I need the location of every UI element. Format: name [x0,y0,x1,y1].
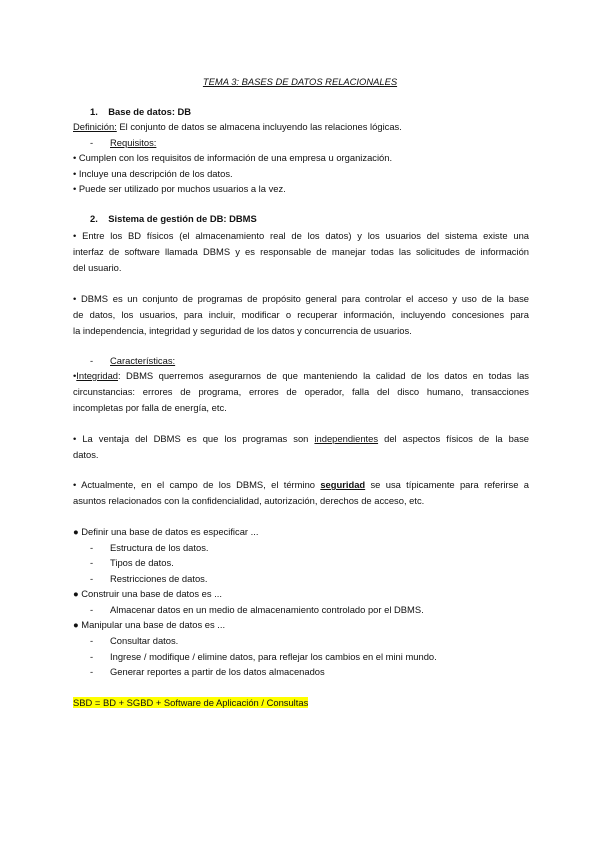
definir-item-2: Tipos de datos. [110,557,174,568]
paragraph-2-line-1: • DBMS es un conjunto de programas de propósito general para controlar el acceso y uso de la base [73,293,529,304]
paragraph-2-line-3: la independencia, integridad y seguridad de los datos y concurrencia de usuarios. [73,325,412,336]
dash-marker: - [90,573,94,584]
definir-item-3: Restricciones de datos. [110,573,208,584]
definition-line [73,121,529,132]
dash-marker: - [90,635,94,646]
integridad-line-2: circunstancias: errores de programa, errores de operador, falla del disco humano, transacciones [73,386,529,397]
section-1-title: Base de datos: DB [108,106,192,117]
integridad-keyword: Integridad [76,370,118,381]
construir-heading: ● Construir una base de datos es ... [73,588,222,599]
requisito-item-2: • Incluye una descripción de los datos. [73,168,233,179]
seguridad-line-1 [73,479,529,490]
seguridad-keyword: seguridad [320,479,366,490]
seguridad-pre: • Actualmente, en el campo de los DBMS, el término [73,479,321,490]
ventaja-post: del aspectos físicos de la base [378,433,529,444]
paragraph-1-line-1: • Entre los BD físicos (el almacenamiento real de los datos) y los usuarios del sistema existe una [73,230,529,241]
construir-item-1: Almacenar datos en un medio de almacenamiento controlado por el DBMS. [110,604,424,615]
section-1-number: 1. [90,106,98,117]
requisitos-label: Requisitos: [110,137,157,148]
definir-heading: ● Definir una base de datos es especificar ... [73,526,259,537]
requisito-item-1: • Cumplen con los requisitos de información de una empresa u organización. [73,152,393,163]
manipular-item-1: Consultar datos. [110,635,179,646]
caracteristicas-label: Características: [110,355,176,366]
dash-marker: - [90,542,94,553]
manipular-heading: ● Manipular una base de datos es ... [73,619,226,630]
seguridad-line-2: asuntos relacionados con la confidencialidad, autorización, derechos de acceso, etc. [73,495,425,506]
dash-marker: - [90,355,94,366]
dash-marker: - [90,137,94,148]
dash-marker: - [90,604,94,615]
integridad-line-1 [73,370,529,381]
paragraph-1-line-2: interfaz de software llamada DBMS y es responsable de manejar todas las solicitudes de información [73,246,529,257]
manipular-item-3: Generar reportes a partir de los datos almacenados [110,666,325,677]
dash-marker: - [90,557,94,568]
paragraph-1-line-3: del usuario. [73,262,122,273]
manipular-item-2: Ingrese / modifique / elimine datos, para reflejar los cambios en el mini mundo. [110,651,437,662]
section-2-heading [90,213,546,224]
dash-marker: - [90,666,94,677]
integridad-text: : DBMS querremos asegurarnos de que manteniendo la calidad de los datos en todas las [118,370,529,381]
definition-label: Definición: [73,121,117,132]
seguridad-post: se usa típicamente para referirse a [365,479,529,490]
section-2-title: Sistema de gestión de DB: DBMS [108,213,257,224]
formula-highlight: SBD = BD + SGBD + Software de Aplicación / Consultas [73,697,309,708]
ventaja-line-2: datos. [73,449,99,460]
integridad-line-3: incompletas por falla de energía, etc. [73,402,227,413]
requisito-item-3: • Puede ser utilizado por muchos usuarios a la vez. [73,183,286,194]
section-1-heading [90,106,546,117]
definir-item-1: Estructura de los datos. [110,542,209,553]
definition-text: El conjunto de datos se almacena incluyendo las relaciones lógicas. [116,121,402,132]
document-title: TEMA 3: BASES DE DATOS RELACIONALES [202,76,398,87]
independientes-keyword: independientes [314,433,379,444]
ventaja-line-1 [73,433,529,444]
ventaja-pre: • La ventaja del DBMS es que los programas son [73,433,315,444]
section-2-number: 2. [90,213,98,224]
paragraph-2-line-2: de datos, los usuarios, para incluir, modificar o recuperar información, incluyendo concesiones para [73,309,529,320]
dash-marker: - [90,651,94,662]
formula-line [73,697,529,708]
integridad-bullet: • [73,370,77,381]
